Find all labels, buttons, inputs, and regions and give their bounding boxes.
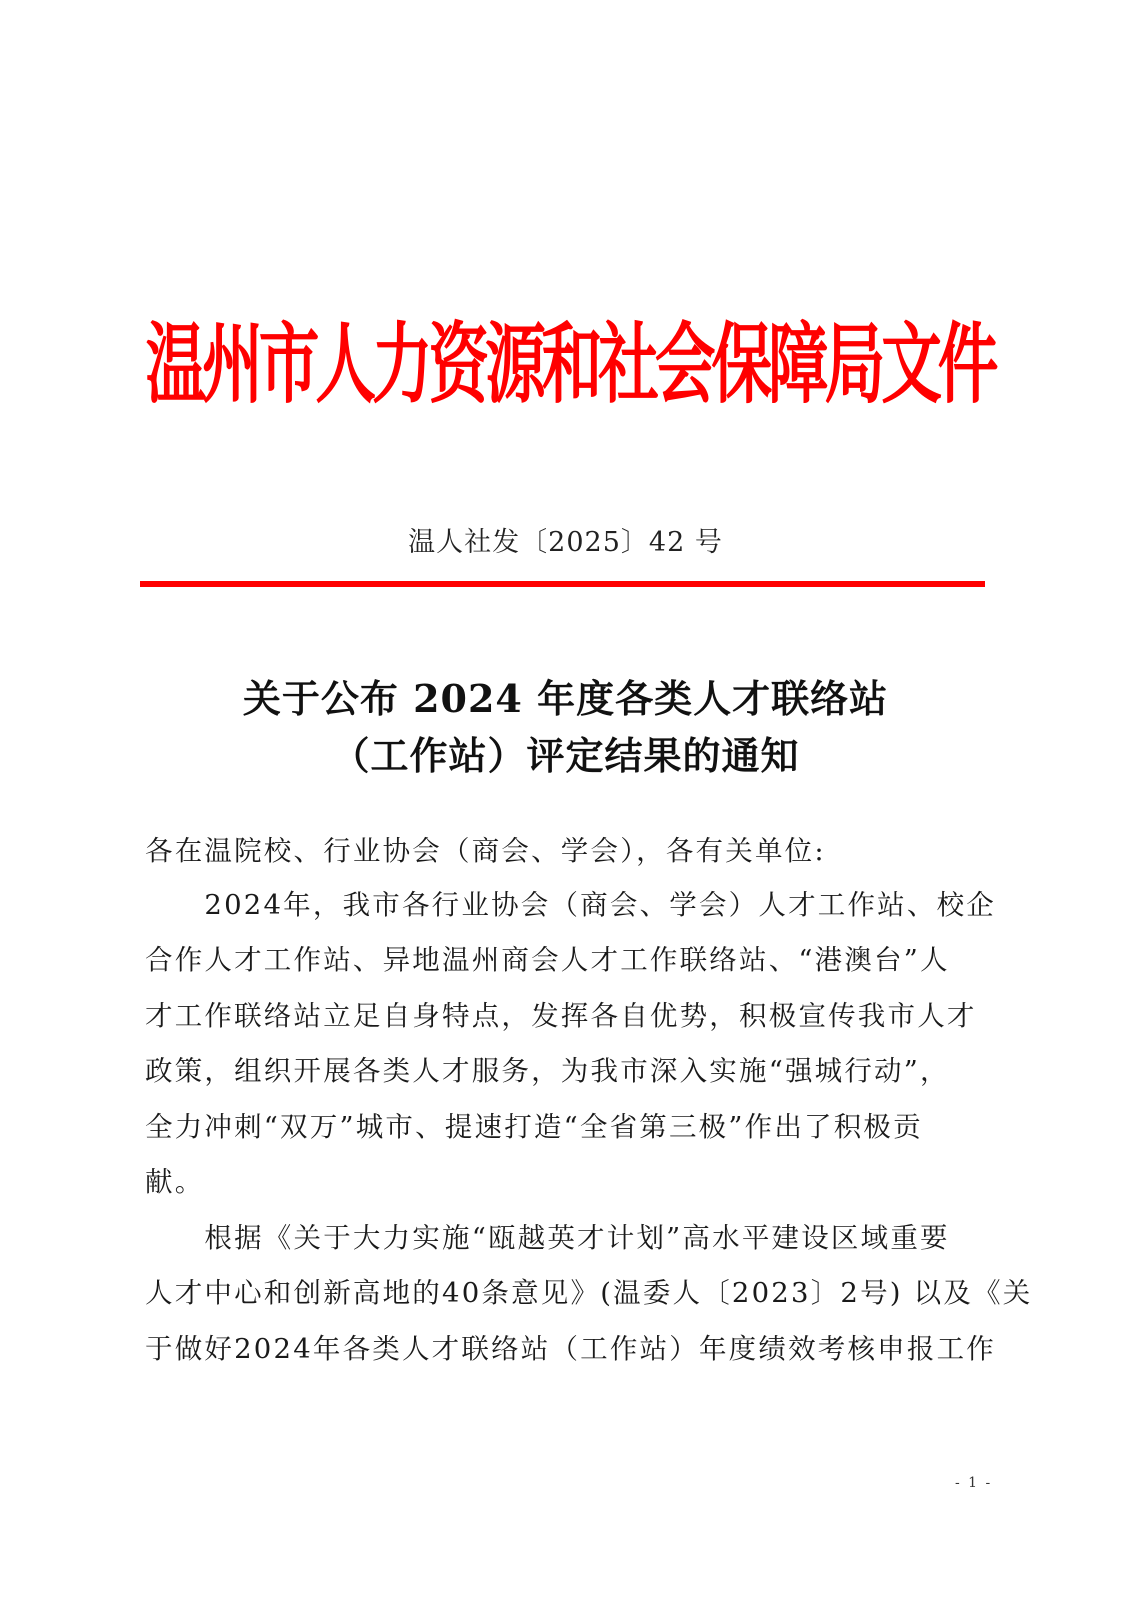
body-line: 根据《关于大力实施“瓯越英才计划”高水平建设区域重要: [145, 1222, 950, 1254]
body-line: 全力冲刺“双万”城市、提速打造“全省第三极”作出了积极贡: [145, 1111, 923, 1143]
body-line: 于做好2024年各类人才联络站（工作站）年度绩效考核申报工作: [145, 1333, 996, 1365]
body-line: 政策，组织开展各类人才服务，为我市深入实施“强城行动”，: [145, 1055, 950, 1087]
body-line: 2024年，我市各行业协会（商会、学会）人才工作站、校企: [145, 889, 996, 921]
body-line: 才工作联络站立足自身特点，发挥各自优势，积极宣传我市人才: [145, 1000, 977, 1032]
red-divider-rule: [140, 581, 985, 587]
body-line: 人才中心和创新高地的40条意见》(温委人〔2023〕2号) 以及《关: [145, 1277, 1033, 1309]
body-line: 献。: [145, 1166, 205, 1198]
notice-title-line-1: 关于公布 2024 年度各类人才联络站: [242, 676, 889, 721]
page-number: - 1 -: [955, 1475, 993, 1491]
notice-title-line-2: （工作站）评定结果的通知: [331, 733, 800, 778]
salutation: 各在温院校、行业协会（商会、学会），各有关单位:: [145, 835, 826, 867]
body-line: 合作人才工作站、异地温州商会人才工作联络站、“港澳台”人: [145, 944, 950, 976]
document-number: 温人社发〔2025〕42 号: [408, 527, 723, 558]
document-masthead: 温州市人力资源和社会保障局文件: [145, 314, 995, 416]
